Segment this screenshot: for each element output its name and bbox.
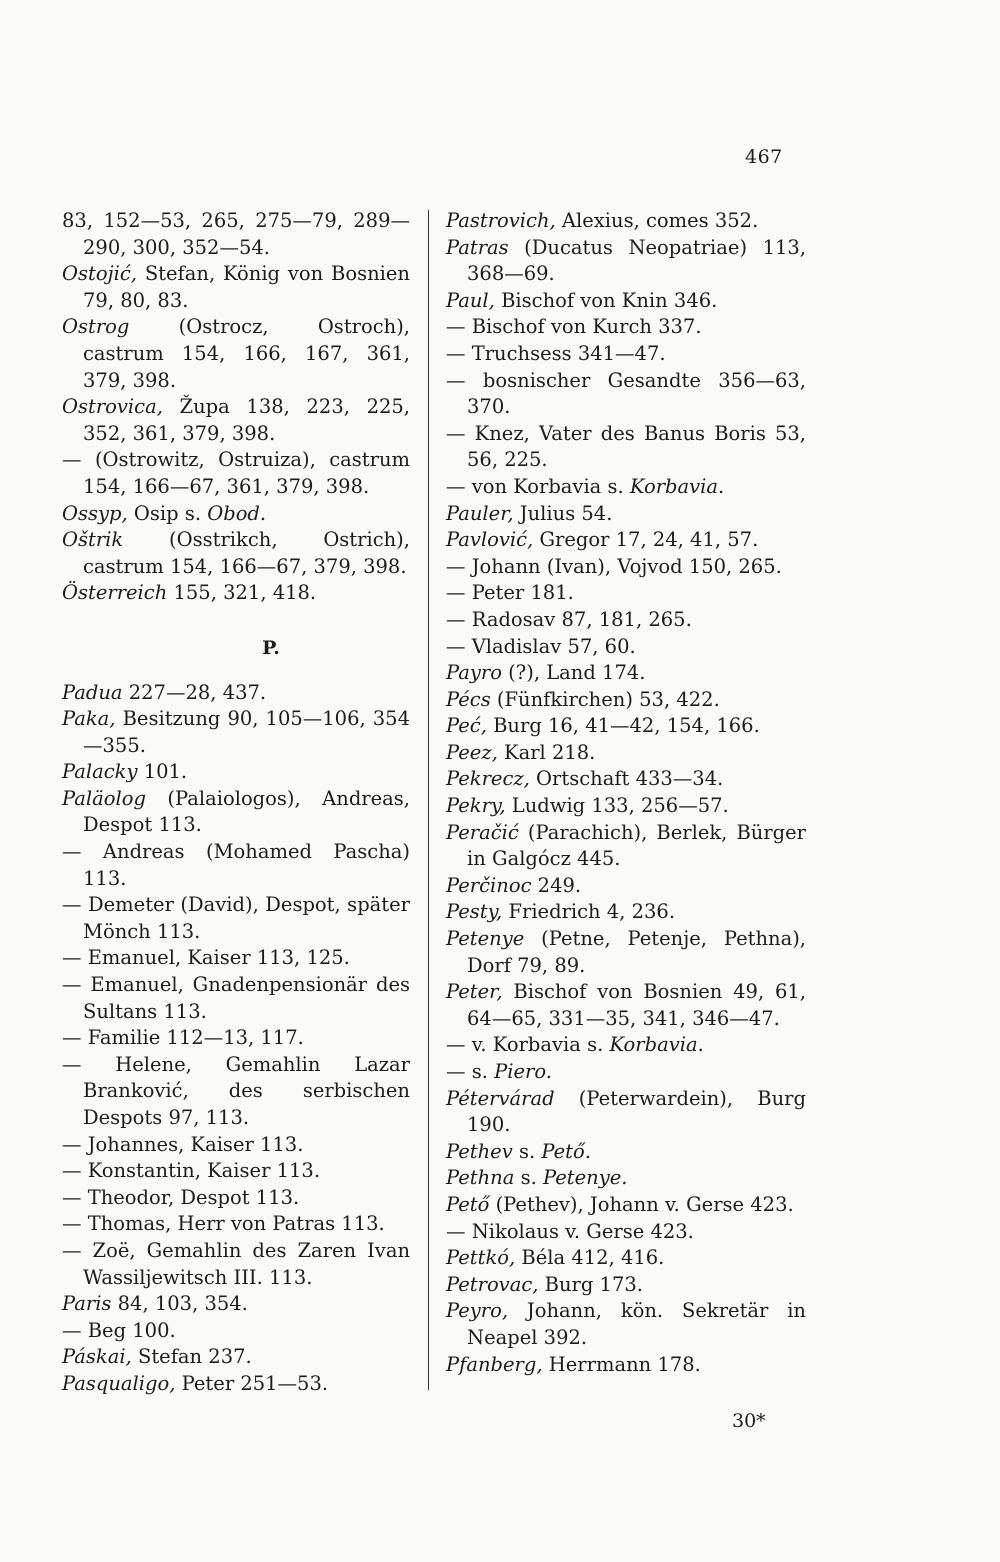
entry-text: — Helene, Gemahlin Lazar Branković, des serbischen Despots 97, 113. [62, 1052, 410, 1129]
index-entry [446, 873, 806, 900]
entry-headword: Padua [62, 680, 123, 704]
entry-text: Burg 173. [538, 1272, 643, 1296]
entry-text: Župa 138, 223, 225, 352, 361, 379, 398. [83, 395, 410, 445]
entry-text: — bosnischer Gesandte 356—63, 370. [446, 368, 806, 419]
entry-text: (Fünfkirchen) 53, 422. [490, 687, 720, 711]
index-entry [446, 713, 806, 740]
entry-text: — Andreas (Mohamed Pascha) 113. [62, 840, 410, 890]
index-entry [446, 899, 806, 926]
index-entry [446, 979, 806, 1032]
index-entry [446, 1219, 806, 1246]
entry-text: Peter 251—53. [175, 1371, 329, 1395]
entry-headword: Petenye [446, 927, 525, 951]
entry-headword: Pauler, [446, 501, 514, 525]
index-entry [62, 680, 410, 707]
index-entry [62, 892, 410, 945]
entry-text: s. [512, 1139, 542, 1163]
entry-headword: Petrovac, [446, 1272, 539, 1296]
entry-text: 155, 321, 418. [167, 581, 317, 605]
index-entry [446, 1352, 806, 1379]
entry-headword: Peračić [446, 820, 519, 844]
entry-text: (Pethev), Johann v. Gerse 423. [489, 1192, 794, 1216]
entry-headword: Ostrog [62, 315, 130, 339]
column-divider [428, 210, 429, 1390]
index-entry [62, 1371, 410, 1398]
index-entry [446, 607, 806, 634]
index-entry [62, 1238, 410, 1291]
entry-headword: Paläolog [62, 786, 146, 810]
index-entry [62, 1318, 410, 1345]
index-entry [62, 1211, 410, 1238]
index-entry [446, 793, 806, 820]
entry-headword: Österreich [62, 581, 168, 605]
entry-headword: Pécs [446, 687, 491, 711]
entry-text: (Parachich), Berlek, Bürger in Galgócz 445. [467, 820, 806, 871]
index-entry [62, 314, 410, 394]
index-entry [446, 634, 806, 661]
entry-headword: Peez, [446, 740, 498, 764]
index-entry [446, 421, 806, 474]
index-entry [62, 394, 410, 447]
index-entry [446, 1298, 806, 1351]
section-letter: P. [262, 636, 280, 659]
entry-text: 249. [531, 873, 582, 897]
entry-text: Gregor 17, 24, 41, 57. [533, 528, 759, 552]
entry-text: Stefan 237. [131, 1345, 252, 1369]
index-entry [62, 1344, 410, 1371]
entry-text: — Thomas, Herr von Patras 113. [62, 1212, 385, 1236]
index-entry [446, 687, 806, 714]
entry-text: Ortschaft 433—34. [529, 767, 724, 791]
entry-headword: Pető [446, 1192, 490, 1216]
entry-headword: Pastrovich, [446, 209, 556, 232]
index-entry [62, 1185, 410, 1212]
entry-text: — s. [446, 1060, 495, 1083]
index-entry [446, 1192, 806, 1219]
index-entry [62, 501, 410, 528]
entry-headword: Pfanberg, [446, 1352, 543, 1376]
entry-text: Alexius, comes 352. [555, 209, 759, 232]
entry-text: — Peter 181. [446, 581, 574, 605]
entry-text: (Ducatus Neopatriae) 113, 368—69. [467, 235, 806, 286]
entry-text: Julius 54. [513, 501, 613, 525]
index-entry [446, 1086, 806, 1139]
index-entry [62, 580, 410, 607]
entry-text: — von Korbavia s. [446, 474, 630, 498]
index-entry [446, 1165, 806, 1192]
entry-cross-reference: Pető. [541, 1139, 591, 1163]
entry-text: — Johann (Ivan), Vojvod 150, 265. [446, 554, 782, 578]
index-entry [446, 766, 806, 793]
entry-text: Stefan, König von Bosnien 79, 80, 83. [83, 262, 410, 312]
index-entry [446, 235, 806, 288]
entry-text: (Osstrikch, Ostrich), castrum 154, 166—67, 379, 398. [83, 528, 410, 578]
index-entry [62, 972, 410, 1025]
entry-text: — Bischof von Kurch 337. [446, 315, 702, 339]
page-number: 467 [745, 146, 783, 168]
entry-headword: Ostrovica, [62, 395, 163, 419]
entry-headword: Ossyp, [62, 501, 128, 525]
entry-text: (Palaiologos), Andreas, Despot 113. [83, 786, 410, 837]
entry-text: — Theodor, Despot 113. [62, 1185, 300, 1209]
entry-headword: Paka, [62, 707, 116, 731]
index-entries-o [62, 208, 410, 607]
entry-headword: Pesty, [446, 900, 503, 924]
entry-text: — Beg 100. [62, 1318, 176, 1342]
index-entry [446, 1032, 806, 1059]
index-entry [446, 820, 806, 873]
entry-headword: Pekry, [446, 794, 506, 818]
left-index-column [62, 208, 410, 1398]
entry-text: — Emanuel, Gnadenpensionär des Sultans 113. [62, 973, 410, 1023]
entry-text: — Truchsess 341—47. [446, 341, 666, 365]
entry-cross-reference: Obod. [207, 501, 267, 525]
index-entry [62, 261, 410, 314]
entry-text: (Ostrocz, Ostroch), castrum 154, 166, 167, 361, 379, 398. [83, 315, 410, 392]
entry-text: Bischof von Bosnien 49, 61, 64—65, 331—35, 341, 346—47. [467, 980, 806, 1030]
entry-text: — (Ostrowitz, Ostruiza), castrum 154, 166—67, 361, 379, 398. [62, 448, 410, 498]
index-entry [446, 527, 806, 554]
entry-text: Besitzung 90, 105—106, 354—355. [83, 707, 410, 757]
entry-text: — Zoë, Gemahlin des Zaren Ivan Wassiljewitsch III. 113. [62, 1238, 410, 1289]
entry-text: Osip s. [127, 501, 208, 525]
entry-headword: Paris [62, 1292, 112, 1316]
index-entry [62, 1052, 410, 1132]
entry-headword: Peyro, [446, 1299, 509, 1323]
index-entry [62, 208, 410, 261]
printer-signature: 30* [732, 1410, 766, 1432]
entry-headword: Pavlović, [446, 528, 534, 552]
entry-headword: Páskai, [62, 1345, 132, 1369]
entry-headword: Pethev [446, 1139, 513, 1163]
entry-text: — Demeter (David), Despot, später Mönch 113. [62, 893, 410, 943]
entry-text: Karl 218. [497, 740, 596, 764]
entry-headword: Palacky [62, 760, 138, 784]
index-entry [446, 208, 806, 235]
entry-text: — Familie 112—13, 117. [62, 1026, 304, 1050]
entry-cross-reference: Piero. [494, 1060, 552, 1083]
index-entry [446, 341, 806, 368]
index-entry [62, 447, 410, 500]
entry-headword: Pethna [446, 1166, 515, 1190]
entry-cross-reference: Korbavia. [629, 474, 725, 498]
entry-headword: Patras [446, 235, 509, 259]
index-entry [446, 474, 806, 501]
entry-text: — Konstantin, Kaiser 113. [62, 1159, 321, 1183]
index-entry [62, 706, 410, 759]
index-entry [62, 527, 410, 580]
index-entry [446, 660, 806, 687]
entry-text: Béla 412, 416. [515, 1246, 665, 1270]
entry-text: (?), Land 174. [501, 661, 646, 685]
entry-text: — Nikolaus v. Gerse 423. [446, 1219, 694, 1243]
index-entry [446, 1272, 806, 1299]
entry-cross-reference: Korbavia. [609, 1033, 704, 1057]
index-entry [62, 1158, 410, 1185]
index-entry [62, 1291, 410, 1318]
entry-text: — Knez, Vater des Banus Boris 53, 56, 225. [446, 421, 806, 472]
entry-text: Johann, kön. Sekretär in Neapel 392. [467, 1299, 806, 1349]
index-entry [62, 786, 410, 839]
index-entry [446, 288, 806, 315]
index-entries-p [62, 680, 410, 1398]
index-entry [446, 1245, 806, 1272]
index-entry [446, 368, 806, 421]
index-entry [446, 1139, 806, 1166]
entry-text: Bischof von Knin 346. [494, 288, 718, 312]
index-entry [62, 1025, 410, 1052]
index-entry [62, 945, 410, 972]
entry-text: (Petne, Petenje, Pethna), Dorf 79, 89. [467, 927, 806, 977]
entry-text: — Radosav 87, 181, 265. [446, 607, 692, 631]
entry-text: Herrmann 178. [542, 1352, 701, 1376]
index-entry [62, 1132, 410, 1159]
entry-text: 227—28, 437. [122, 680, 267, 704]
entry-headword: Ostojić, [62, 262, 137, 286]
entry-text: — Emanuel, Kaiser 113, 125. [62, 946, 350, 970]
entry-text: 101. [137, 760, 188, 784]
index-entry [62, 839, 410, 892]
entry-cross-reference: Petenye. [542, 1166, 628, 1190]
entry-text: Burg 16, 41—42, 154, 166. [486, 714, 760, 738]
index-entry [446, 501, 806, 528]
entry-text: 84, 103, 354. [111, 1292, 248, 1316]
entry-headword: Pasqualigo, [62, 1371, 176, 1395]
entry-headword: Payro [446, 661, 502, 685]
entry-headword: Perčinoc [446, 873, 532, 897]
index-entry [446, 1059, 806, 1086]
entry-headword: Pettkó, [446, 1246, 516, 1270]
entry-headword: Peter, [446, 980, 503, 1004]
index-entry [62, 759, 410, 786]
entry-headword: Paul, [446, 288, 495, 312]
index-entry [446, 580, 806, 607]
right-index-column [446, 208, 806, 1378]
index-entry [446, 740, 806, 767]
index-entry [446, 314, 806, 341]
entry-text: Ludwig 133, 256—57. [505, 794, 729, 818]
entry-headword: Oštrik [62, 528, 124, 552]
entry-text: Friedrich 4, 236. [502, 900, 676, 924]
entry-text: — v. Korbavia s. [446, 1033, 610, 1057]
entry-text: 83, 152—53, 265, 275—79, 289—290, 300, 352—54. [62, 209, 410, 259]
entry-text: — Vladislav 57, 60. [446, 634, 636, 658]
entry-text: s. [514, 1166, 543, 1190]
index-entry [446, 554, 806, 581]
entry-text: (Peterwardein), Burg 190. [467, 1086, 806, 1137]
index-entries-p-continued [446, 208, 806, 1378]
entry-headword: Pétervárad [446, 1086, 555, 1110]
entry-headword: Peć, [446, 714, 487, 738]
index-entry [446, 926, 806, 979]
entry-text: — Johannes, Kaiser 113. [62, 1132, 304, 1156]
entry-headword: Pekrecz, [446, 767, 530, 791]
